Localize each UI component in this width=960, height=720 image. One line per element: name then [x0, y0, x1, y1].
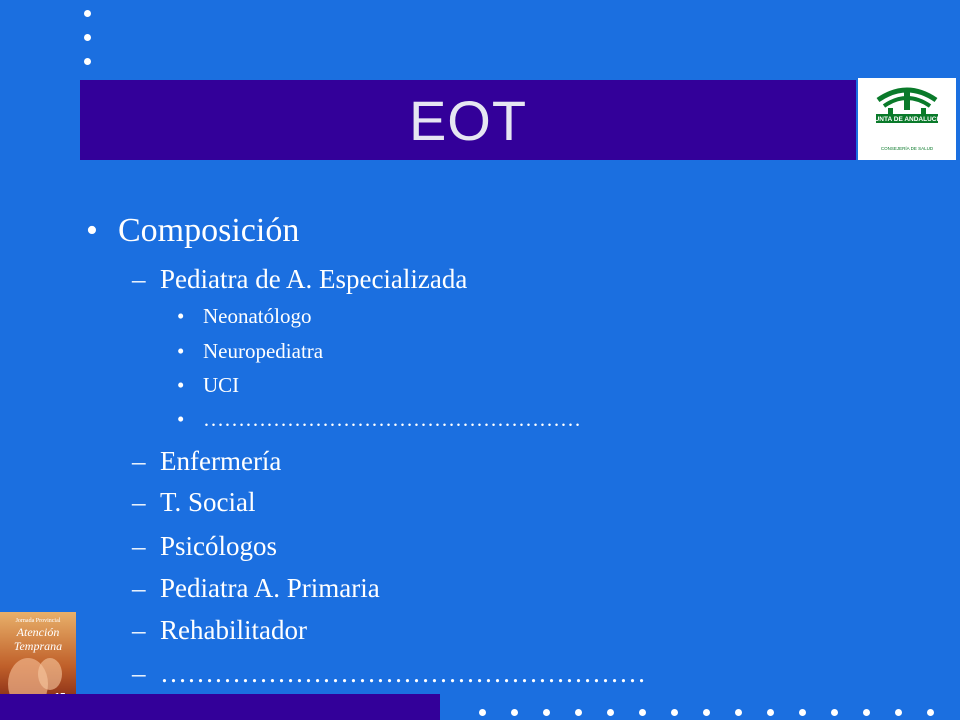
sub-item-text: Enfermería: [160, 446, 282, 476]
dot: [863, 709, 870, 716]
sub-item-text: Psicólogos: [160, 531, 278, 561]
bullet-marker: •: [86, 212, 98, 249]
junta-andalucia-logo: [858, 78, 956, 160]
dot: [575, 709, 582, 716]
logo-text-sub: CONSEJERÍA DE SALUD: [880, 146, 934, 151]
dot: [735, 709, 742, 716]
dot: [639, 709, 646, 716]
sub-sub-item-text: Neuropediatra: [203, 339, 324, 363]
poster-line: Jornada Provincial: [15, 618, 61, 624]
dot: [927, 709, 934, 716]
dash-marker: –: [132, 264, 146, 294]
dot: [671, 709, 678, 716]
dot: [543, 709, 550, 716]
dash-marker: –: [132, 658, 146, 688]
dot: [831, 709, 838, 716]
dot: [479, 709, 486, 716]
dot: [84, 34, 91, 41]
dash-marker: –: [132, 531, 146, 561]
bullet-marker: •: [177, 373, 185, 397]
bullet-text: Composición: [118, 212, 300, 249]
sub-item-text: Pediatra de A. Especializada: [160, 264, 468, 294]
poster-line: Atención: [16, 625, 60, 639]
logo-text-main: JUNTA DE ANDALUCIA: [871, 116, 943, 123]
sub-item-text: Pediatra A. Primaria: [160, 573, 380, 603]
dot: [895, 709, 902, 716]
slide-title: EOT: [408, 88, 528, 152]
dot: [511, 709, 518, 716]
sub-sub-item-text: ………………………………………………: [203, 407, 581, 431]
dot: [607, 709, 614, 716]
sub-item-text: T. Social: [160, 487, 256, 517]
dot: [84, 58, 91, 65]
dot: [703, 709, 710, 716]
bullet-marker: •: [177, 407, 185, 431]
bullet-marker: •: [177, 304, 185, 328]
dash-marker: –: [132, 446, 146, 476]
sub-sub-item-text: UCI: [203, 373, 240, 397]
dot: [84, 10, 91, 17]
sub-item-text: Rehabilitador: [160, 615, 307, 645]
dash-marker: –: [132, 573, 146, 603]
dot: [767, 709, 774, 716]
dot: [799, 709, 806, 716]
bullet-marker: •: [177, 339, 185, 363]
sub-sub-item-text: Neonatólogo: [203, 304, 312, 328]
dash-marker: –: [132, 615, 146, 645]
dash-marker: –: [132, 487, 146, 517]
title-bar: [80, 80, 856, 160]
poster-line: Temprana: [13, 639, 63, 653]
bottom-bar: [0, 694, 440, 720]
sub-item-text: ………………………………………………: [160, 658, 646, 688]
